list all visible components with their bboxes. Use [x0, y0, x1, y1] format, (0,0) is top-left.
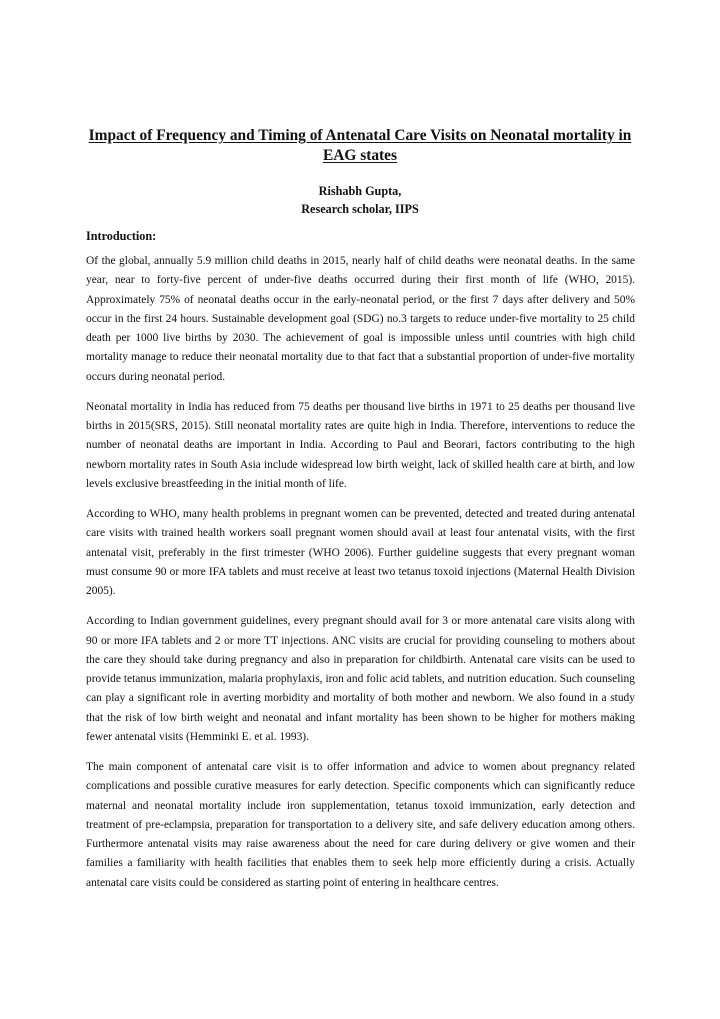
paragraph: Neonatal mortality in India has reduced from 75 deaths per thousand live births in 1971 to 25 deaths per thousand live births in 2015(SRS, 2015). Still neonatal mortality rates are quite high in India. Therefore, interventions to reduce the number of neonatal deaths are important in India. According to Paul and Beorari, factors contributing to the high newborn mortality rates in South Asia include widespread low birth weight, lack of skilled health care at birth, and low levels exclusive breastfeeding in the initial month of life. [86, 400, 635, 490]
paragraph: Of the global, annually 5.9 million child deaths in 2015, nearly half of child deaths were neonatal deaths. In the same year, near to forty-five percent of under-five deaths occurred during their first month of life (WHO, 2015). Approximately 75% of neonatal deaths occur in the early-neonatal period, or the first 7 days after delivery and 50% occur in the first 24 hours. Sustainable development goal (SDG) no.3 targets to reduce under-five mortality to 25 child death per 1000 live births by 2030. The achievement of goal is impossible unless until countries with high child mortality manage to reduce their neonatal mortality due to that fact that a substantial proportion of under-five mortality occurs during neonatal period. [86, 255, 635, 383]
author-name: Rishabh Gupta, [318, 184, 402, 198]
paragraph: The main component of antenatal care visit is to offer information and advice to women about pregnancy related complications and possible curative measures for early detection. Specific components which can significantly reduce maternal and neonatal mortality include iron supplementation, tetanus toxoid immunization, early detection and treatment of pre-eclampsia, preparation for transportation to a delivery site, and safe delivery education among others. Furthermore antenatal visits may raise awareness about the need for care during delivery or give women and their families a familiarity with health facilities that enables them to seek help more efficiently during a crisis. Actually antenatal care visits could be considered as starting point of entering in healthcare centres. [86, 761, 635, 889]
body-text [86, 252, 635, 904]
paper-title: Impact of Frequency and Timing of Antenatal Care Visits on Neonatal mortality in EAG states [88, 127, 632, 164]
paragraph: According to Indian government guidelines, every pregnant should avail for 3 or more antenatal care visits along with 90 or more IFA tablets and 2 or more TT injections. ANC visits are crucial for providing counseling to mothers about the care they should take during pregnancy and also in preparation for childbirth. Antenatal care visits can be used to provide tetanus immunization, malaria prophylaxis, iron and folic acid tablets, and nutrition education. Such counseling can play a significant role in averting morbidity and mortality of both mother and newborn. We also found in a study that the risk of low birth weight and neonatal and infant mortality has been shown to be higher for mothers making fewer antenatal visits (Hemminki E. et al. 1993). [86, 615, 635, 743]
author-affiliation: Research scholar, IIPS [301, 202, 419, 216]
section-heading-introduction: Introduction: [86, 229, 157, 243]
author-block [86, 182, 634, 218]
paragraph: According to WHO, many health problems in pregnant women can be prevented, detected and treated during antenatal care visits with trained health workers soall pregnant women should avail at least four antenatal visits, with the first antenatal visit, preferably in the first trimester (WHO 2006). Further guideline suggests that every pregnant woman must consume 90 or more IFA tablets and must receive at least two tetanus toxoid injections (Maternal Health Division 2005). [86, 508, 635, 597]
